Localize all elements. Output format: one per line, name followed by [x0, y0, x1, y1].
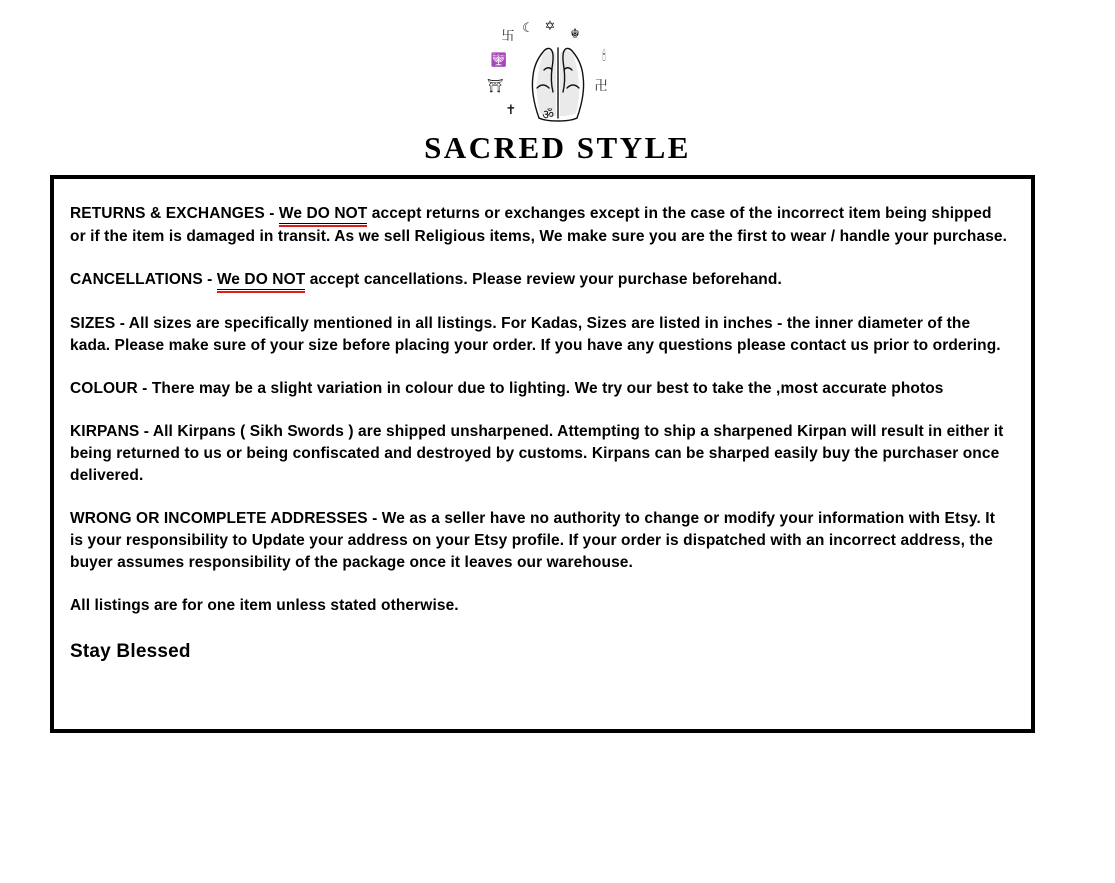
- svg-text:🕯: 🕯: [601, 49, 606, 64]
- policy-section-colour: [70, 378, 1009, 400]
- section-dash: -: [139, 423, 153, 440]
- struck-text: We DO NOT: [279, 203, 367, 226]
- section-heading: SIZES: [70, 315, 116, 332]
- struck-text: We DO NOT: [217, 269, 305, 292]
- svg-text:卍: 卍: [593, 79, 608, 94]
- section-body: All sizes are specifically mentioned in all listings. For Kadas, Sizes are listed in inches - the inner diameter of the kada. Please make sure of your size before placing your order. If you have any questions please contact us prior to ordering.: [70, 315, 1001, 354]
- policy-section-returns: [70, 203, 1009, 248]
- policy-note: All listings are for one item unless stated otherwise.: [70, 597, 459, 614]
- section-dash: -: [367, 510, 382, 527]
- section-dash: -: [137, 380, 152, 397]
- section-body: accept returns or exchanges except in the case of the incorrect item being shipped or if the item is damaged in transit. As we sell Religious items, We make sure you are the first to wear / handle your purchase.: [70, 205, 1008, 245]
- brand-header: [0, 0, 1115, 166]
- section-heading: RETURNS & EXCHANGES: [70, 205, 265, 222]
- section-heading: CANCELLATIONS: [70, 271, 203, 288]
- section-body: There may be a slight variation in colour due to lighting. We try our best to take the ,most accurate photos: [151, 380, 944, 397]
- svg-text:⛩: ⛩: [486, 79, 503, 94]
- section-body: accept cancellations. Please review your purchase beforehand.: [305, 271, 782, 288]
- section-dash: -: [115, 315, 129, 332]
- policy-section-kirpans: [70, 421, 1009, 487]
- svg-text:☾: ☾: [521, 21, 534, 36]
- svg-text:ॐ: ॐ: [541, 108, 554, 123]
- section-heading: KIRPANS: [70, 423, 140, 440]
- policy-signoff: Stay Blessed: [70, 641, 191, 662]
- svg-text:☬: ☬: [569, 27, 580, 42]
- policy-section-cancellations: [70, 269, 1009, 292]
- section-dash: -: [264, 205, 279, 222]
- policy-section-sizes: [70, 313, 1009, 357]
- policy-section-addresses: [70, 508, 1009, 574]
- section-body: All Kirpans ( Sikh Swords ) are shipped unsharpened. Attempting to ship a sharpened Kirpan will result in either it being returned to us or being confiscated and destroyed by customs. Kirpans can be sharped easily buy the purchaser once delivered.: [70, 423, 1004, 484]
- svg-text:✡: ✡: [544, 19, 555, 34]
- page-title: SACRED STYLE: [424, 130, 691, 165]
- svg-text:🕎: 🕎: [490, 53, 507, 68]
- section-body: We as a seller have no authority to change or modify your information with Etsy. It is your responsibility to Update your address on your Etsy profile. If your order is dispatched with an incorrect address, the buyer assumes responsibility of the package once it leaves our warehouse.: [70, 510, 995, 571]
- section-dash: -: [202, 271, 217, 288]
- policy-box: [50, 175, 1035, 733]
- praying-hands-with-religious-symbols-icon: [473, 18, 643, 126]
- section-heading: COLOUR: [70, 380, 138, 397]
- section-heading: WRONG OR INCOMPLETE ADDRESSES: [70, 510, 368, 527]
- svg-text:✝: ✝: [505, 103, 516, 118]
- svg-text:卐: 卐: [500, 29, 515, 44]
